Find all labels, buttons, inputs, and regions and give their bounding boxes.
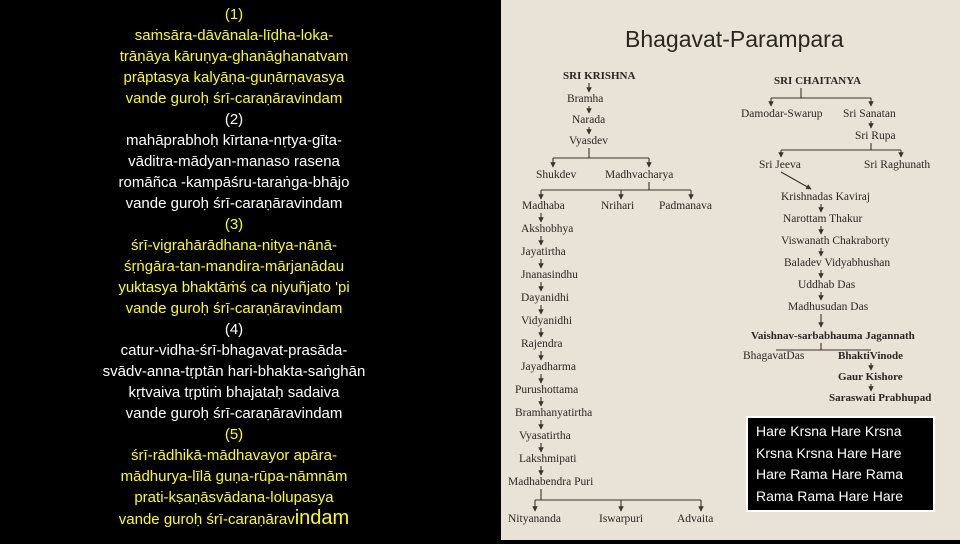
verse-line: śṛṅgāra-tan-mandira-mārjanādau bbox=[123, 258, 345, 275]
verse-line: vande guroḥ śrī-caraṇāravindam bbox=[125, 300, 343, 317]
node-lakshmipati: Lakshmipati bbox=[519, 453, 577, 465]
chart-title: Bhagavat-Parampara bbox=[625, 26, 844, 52]
mantra-line: Hare Krsna Hare Krsna bbox=[756, 423, 902, 439]
node-madhaba: Madhaba bbox=[522, 200, 565, 212]
verse-line: vande guroḥ śrī-caraṇāravindam bbox=[125, 195, 343, 212]
verses-panel bbox=[0, 0, 468, 544]
verse-line: (1) bbox=[224, 6, 244, 23]
node-jeeva: Sri Jeeva bbox=[759, 159, 801, 171]
verse-line: saṁsāra-dāvānala-līḍha-loka- bbox=[134, 27, 334, 44]
node-akshobhya: Akshobhya bbox=[521, 223, 574, 235]
verse-line: svādv-anna-tṛptān hari-bhakta-saṅghān bbox=[102, 363, 366, 380]
verse-line-last-main: vande guroḥ śrī-caraṇārav bbox=[118, 511, 295, 528]
mantra-line: Krsna Krsna Hare Hare bbox=[756, 444, 902, 461]
node-padmanava: Padmanava bbox=[659, 200, 713, 212]
node-jayatirtha: Jayatirtha bbox=[521, 246, 566, 258]
node-madhvacharya: Madhvacharya bbox=[605, 169, 674, 181]
node-rajendra: Rajendra bbox=[521, 338, 563, 350]
verse-line-last bbox=[0, 508, 468, 530]
node-sanatan: Sri Sanatan bbox=[843, 108, 896, 120]
verse-line: (3) bbox=[224, 216, 244, 233]
verse-line: (2) bbox=[224, 111, 244, 128]
node-vyasdev: Vyasdev bbox=[569, 135, 608, 147]
verse-line: vāditra-mādyan-manaso rasena bbox=[128, 153, 340, 170]
verse-line-last-tail: indam bbox=[294, 507, 350, 529]
node-narottam: Narottam Thakur bbox=[783, 213, 863, 225]
node-narada: Narada bbox=[572, 114, 606, 126]
node-nrihari: Nrihari bbox=[601, 200, 635, 212]
verse-line: prati-kṣaṇāsvādana-lolupasya bbox=[134, 489, 334, 506]
node-sri-krishna: SRI KRISHNA bbox=[563, 70, 636, 82]
verse-line: śrī-rādhikā-mādhavayor apāra- bbox=[131, 447, 337, 464]
verse-line: śrī-vigrahārādhana-nitya-nānā- bbox=[131, 237, 337, 254]
node-damodar: Damodar-Swarup bbox=[741, 108, 823, 120]
node-viswanath: Viswanath Chakraborty bbox=[781, 235, 890, 247]
mantra-line: Rama Rama Hare Hare bbox=[756, 487, 904, 504]
verse-line: yuktasya bhaktāṁś ca niyuñjato 'pi bbox=[118, 279, 350, 296]
mantra-box bbox=[746, 416, 935, 512]
verse-line: prāptasya kalyāṇa-guṇārṇavasya bbox=[123, 69, 345, 86]
node-raghunath: Sri Raghunath bbox=[864, 159, 931, 171]
node-vidyanidhi: Vidyanidhi bbox=[521, 315, 573, 327]
node-shukdev: Shukdev bbox=[536, 169, 577, 181]
node-jayadharma: Jayadharma bbox=[521, 361, 576, 373]
verse-line: mādhurya-līlā guṇa-rūpa-nāmnām bbox=[120, 468, 348, 485]
verse-line: (5) bbox=[224, 426, 244, 443]
verse-line: catur-vidha-śrī-bhagavat-prasāda- bbox=[120, 342, 348, 359]
verse-line: kṛtvaiva tṛptiṁ bhajataḥ sadaiva bbox=[128, 384, 340, 401]
node-bhaktivinode: BhaktiVinode bbox=[838, 350, 904, 362]
node-bramhanyatirtha: Bramhanyatirtha bbox=[515, 407, 593, 419]
node-krishnadas: Krishnadas Kaviraj bbox=[781, 191, 871, 203]
node-madhusudan: Madhusudan Das bbox=[788, 301, 869, 313]
node-baladev: Baladev Vidyabhushan bbox=[784, 257, 891, 269]
mantra-line: Hare Rama Hare Rama bbox=[756, 466, 904, 482]
node-madhabendra: Madhabendra Puri bbox=[508, 476, 594, 488]
node-jnanasindhu: Jnanasindhu bbox=[521, 269, 578, 281]
verse-line: trāṇāya kāruṇya-ghanāghanatvam bbox=[119, 48, 349, 65]
node-jagannath: Vaishnav-sarbabhauma Jagannath bbox=[751, 330, 915, 342]
verse-line: vande guroḥ śrī-caraṇāravindam bbox=[125, 90, 343, 107]
verse-line: (4) bbox=[224, 321, 244, 338]
node-rupa: Sri Rupa bbox=[855, 130, 896, 142]
node-uddhab: Uddhab Das bbox=[798, 279, 856, 291]
node-saraswati: Saraswati Prabhupad bbox=[829, 392, 932, 404]
node-advaita: Advaita bbox=[677, 513, 714, 525]
node-purushottama: Purushottama bbox=[515, 384, 579, 396]
verse-line: vande guroḥ śrī-caraṇāravindam bbox=[125, 405, 343, 422]
chart-connector bbox=[781, 172, 811, 189]
node-vyasatirtha: Vyasatirtha bbox=[519, 430, 571, 442]
node-bramha: Bramha bbox=[567, 93, 604, 105]
node-dayanidhi: Dayanidhi bbox=[521, 292, 569, 304]
node-gaur: Gaur Kishore bbox=[838, 371, 903, 383]
node-nityananda: Nityananda bbox=[508, 513, 562, 525]
node-iswarpuri: Iswarpuri bbox=[599, 513, 644, 525]
node-sri-chaitanya: SRI CHAITANYA bbox=[774, 75, 862, 87]
verse-line: mahāprabhoḥ kīrtana-nṛtya-gīta- bbox=[126, 132, 342, 149]
verse-line: romāñca -kampāśru-taraṅga-bhājo bbox=[118, 174, 350, 191]
node-bhagavatdas: BhagavatDas bbox=[743, 350, 805, 362]
